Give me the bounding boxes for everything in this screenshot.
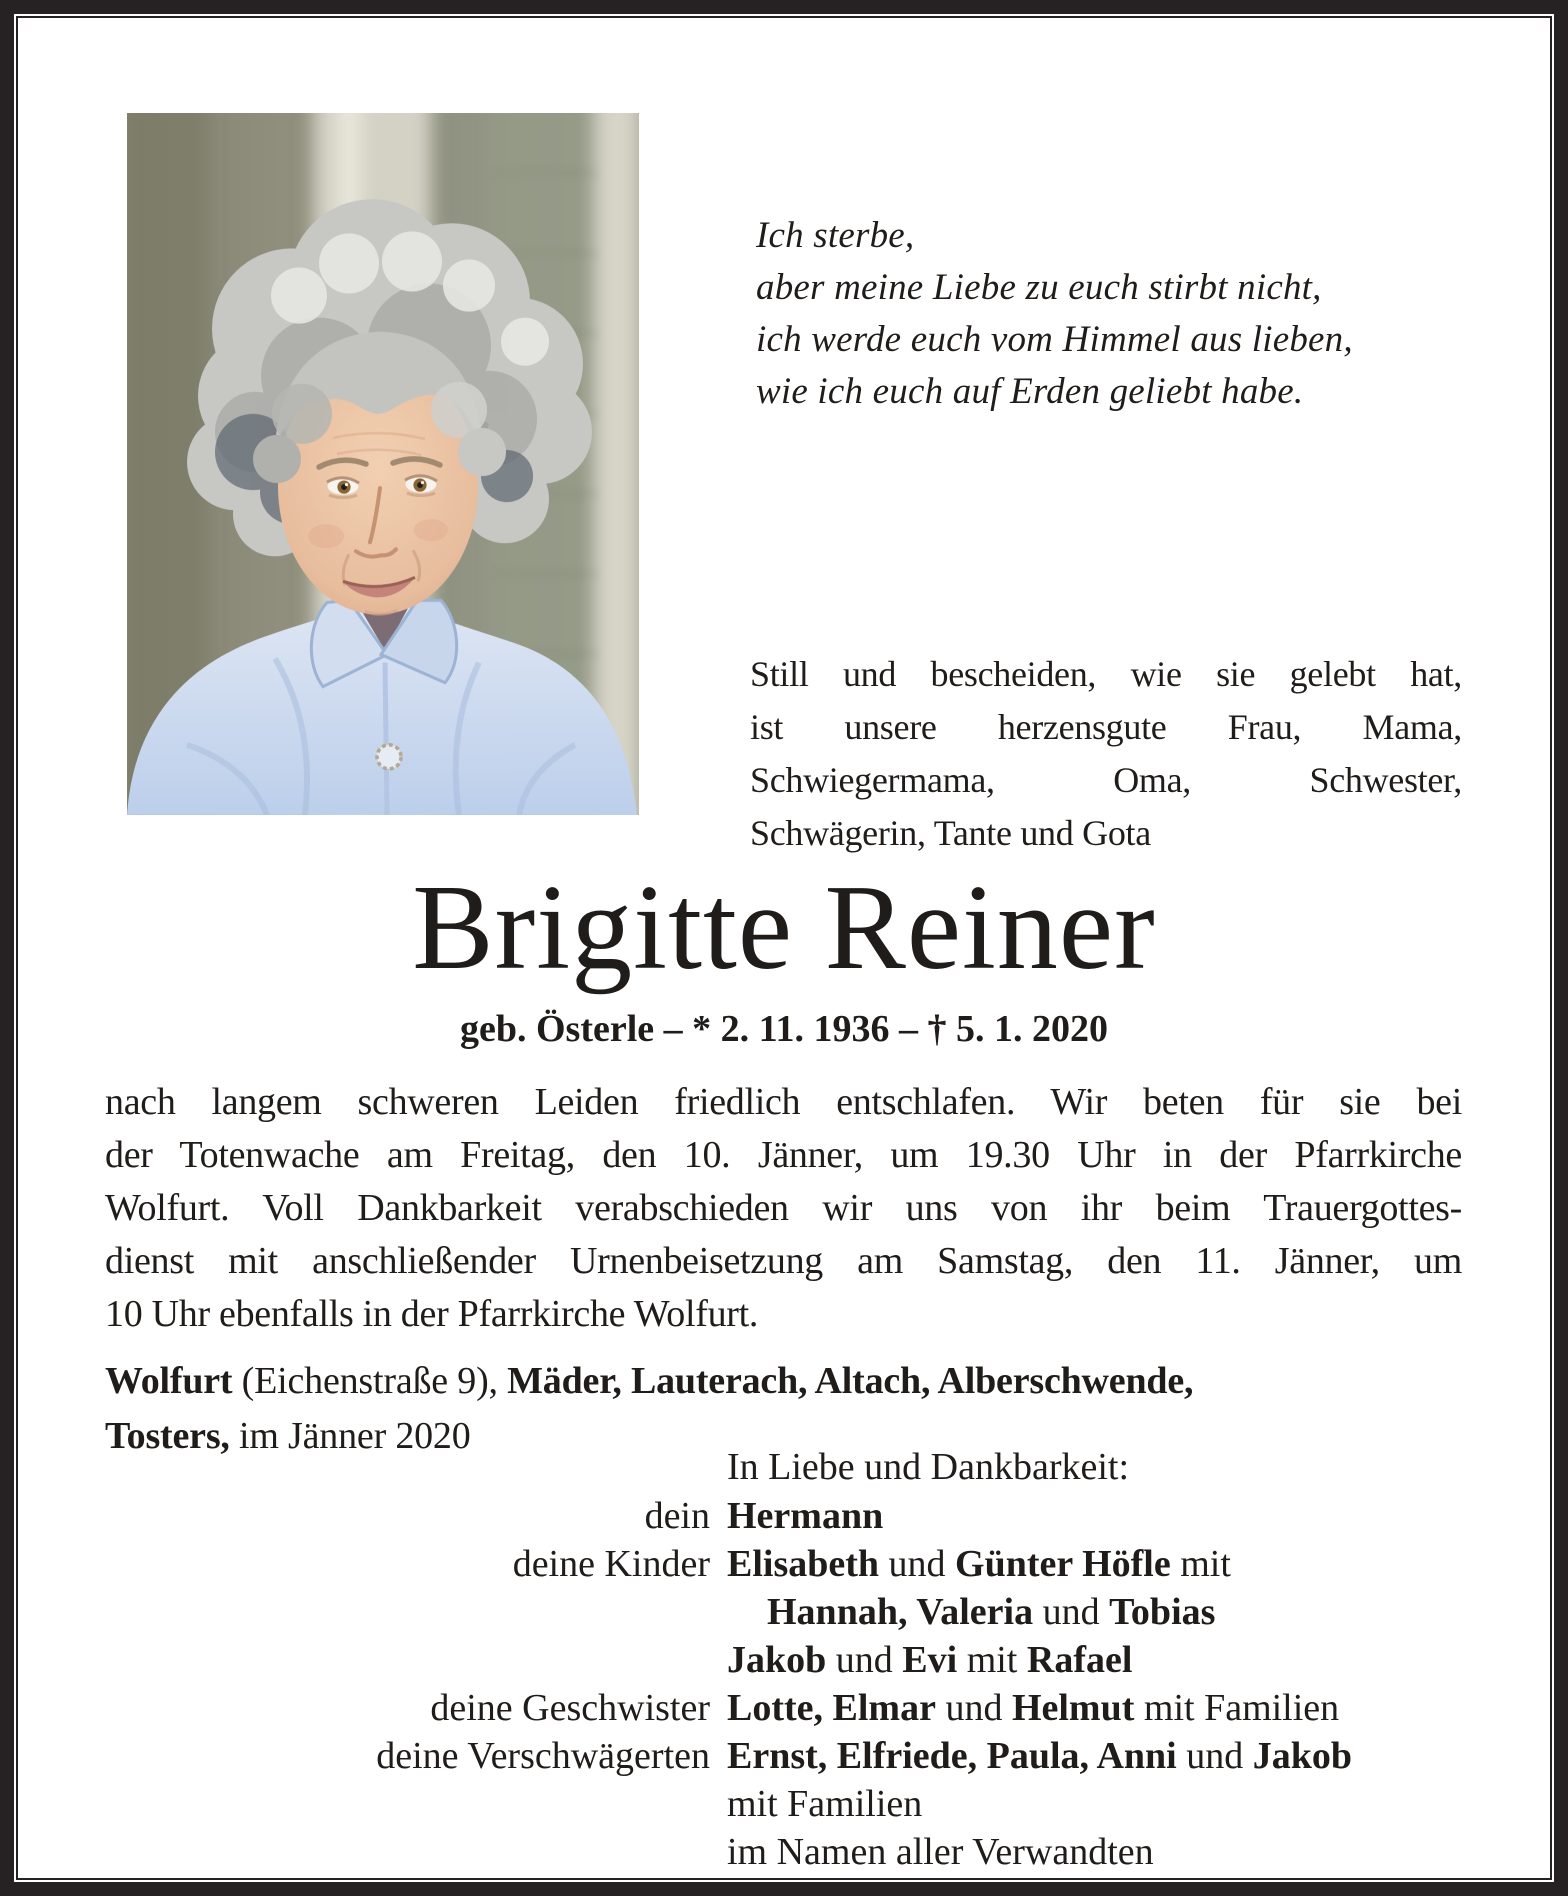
name-bold: Tobias bbox=[1109, 1591, 1216, 1633]
text-line: ist unsere herzensgute Frau, Mama, bbox=[750, 707, 1462, 747]
name-bold: Jakob bbox=[1252, 1735, 1352, 1777]
family-names bbox=[767, 1591, 1215, 1633]
text-regular: und bbox=[826, 1639, 903, 1681]
text-regular: mit bbox=[1170, 1543, 1231, 1585]
text-regular: mit Familien bbox=[1134, 1687, 1340, 1729]
text-line: 10 Uhr ebenfalls in der Pfarrkirche Wolfurt. bbox=[105, 1293, 759, 1335]
text-regular: mit bbox=[957, 1639, 1027, 1681]
text-regular: im Jänner 2020 bbox=[229, 1415, 471, 1457]
text-regular: und bbox=[935, 1687, 1012, 1729]
name-bold: Tosters, bbox=[105, 1415, 230, 1457]
family-relation-label: deine Geschwister bbox=[430, 1687, 710, 1729]
family-row bbox=[14, 1828, 1554, 1876]
family-row bbox=[14, 1588, 1554, 1636]
name-bold: Helmut bbox=[1011, 1687, 1135, 1729]
text-line: Ich sterbe, bbox=[756, 215, 915, 256]
closing-heading: In Liebe und Dankbarkeit: bbox=[727, 1446, 1130, 1488]
text-line: Still und bescheiden, wie sie gelebt hat, bbox=[750, 654, 1462, 694]
family-row bbox=[14, 1732, 1554, 1780]
text-line: aber meine Liebe zu euch stirbt nicht, bbox=[756, 267, 1322, 308]
intro-text bbox=[750, 648, 1462, 860]
family-row bbox=[14, 1492, 1554, 1540]
family-names bbox=[727, 1543, 1231, 1585]
family-relation-label: deine Verschwägerten bbox=[376, 1735, 710, 1777]
family-names bbox=[727, 1495, 883, 1537]
family-row bbox=[14, 1636, 1554, 1684]
family-relation-label: deine Kinder bbox=[512, 1543, 710, 1585]
family-names bbox=[727, 1783, 922, 1825]
deceased-name: Brigitte Reiner bbox=[412, 860, 1156, 995]
name-bold: Elisabeth bbox=[727, 1543, 880, 1585]
family-list bbox=[14, 1492, 1554, 1876]
family-row bbox=[14, 1684, 1554, 1732]
family-relation-label: dein bbox=[644, 1495, 710, 1537]
text-regular: im Namen aller Verwandten bbox=[727, 1831, 1154, 1873]
name-bold: Wolfurt bbox=[105, 1360, 233, 1402]
text-line: Schwiegermama, Oma, Schwester, bbox=[750, 760, 1462, 800]
text-line: wie ich euch auf Erden geliebt habe. bbox=[756, 371, 1304, 412]
family-row bbox=[14, 1540, 1554, 1588]
name-bold: Mäder, Lauterach, Altach, Alberschwende, bbox=[507, 1360, 1194, 1402]
shirt-button bbox=[377, 745, 401, 769]
name-bold: Rafael bbox=[1026, 1639, 1133, 1681]
text-regular: und bbox=[1176, 1735, 1253, 1777]
text-regular: und bbox=[879, 1543, 956, 1585]
announcement-text bbox=[105, 1076, 1462, 1341]
epigraph-verse bbox=[756, 210, 1353, 418]
name-bold: Hannah, Valeria bbox=[767, 1591, 1034, 1633]
portrait-photo bbox=[127, 113, 639, 815]
family-names bbox=[727, 1831, 1154, 1873]
text-line: dienst mit anschließender Urnenbeisetzung am Samstag, den 11. Jänner, um bbox=[105, 1240, 1462, 1282]
text-line: Wolfurt. Voll Dankbarkeit verabschieden wir uns von ihr beim Trauergottes- bbox=[105, 1187, 1462, 1229]
name-bold: Evi bbox=[902, 1639, 958, 1681]
name-bold: Günter Höfle bbox=[955, 1543, 1171, 1585]
name-bold: Jakob bbox=[727, 1639, 827, 1681]
text-line bbox=[105, 1354, 1475, 1409]
family-names bbox=[727, 1639, 1132, 1681]
name-bold: Lotte, Elmar bbox=[727, 1687, 936, 1729]
family-names bbox=[727, 1687, 1339, 1729]
text-line: Schwägerin, Tante und Gota bbox=[750, 813, 1151, 853]
name-bold: Hermann bbox=[727, 1495, 884, 1537]
family-row bbox=[14, 1780, 1554, 1828]
family-names bbox=[727, 1735, 1352, 1777]
text-regular: mit Familien bbox=[727, 1783, 923, 1825]
text-regular: (Eichenstraße 9), bbox=[232, 1360, 508, 1402]
text-line: der Totenwache am Freitag, den 10. Jänner, um 19.30 Uhr in der Pfarrkirche bbox=[105, 1134, 1462, 1176]
name-bold: Ernst, Elfriede, Paula, Anni bbox=[727, 1735, 1177, 1777]
text-line: nach langem schweren Leiden friedlich entschlafen. Wir beten für sie bei bbox=[105, 1081, 1462, 1123]
text-regular: und bbox=[1033, 1591, 1110, 1633]
birth-death-line: geb. Österle – * 2. 11. 1936 – † 5. 1. 2020 bbox=[459, 1008, 1109, 1050]
text-line: ich werde euch vom Himmel aus lieben, bbox=[756, 319, 1353, 360]
